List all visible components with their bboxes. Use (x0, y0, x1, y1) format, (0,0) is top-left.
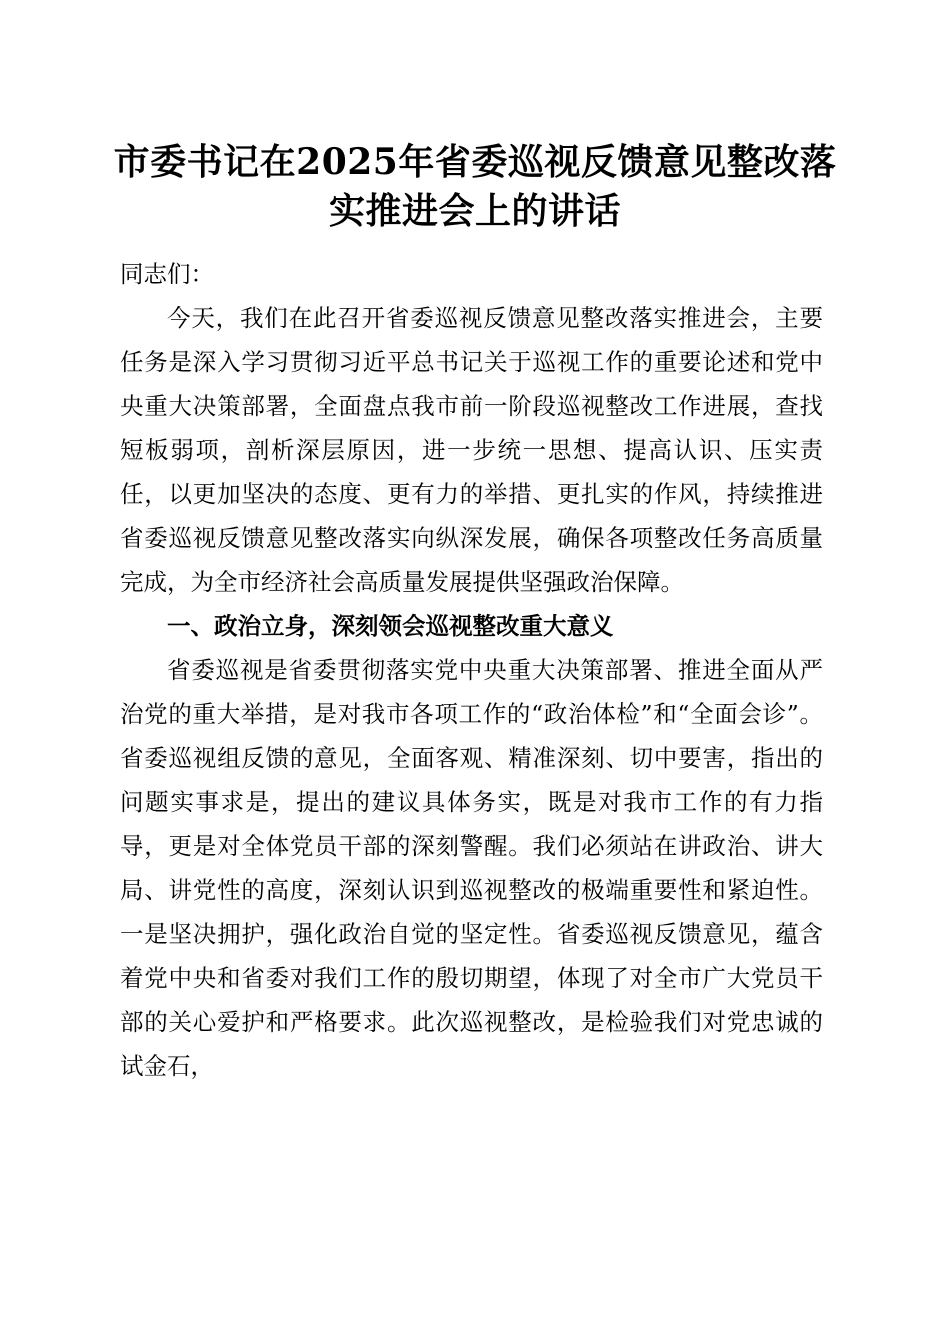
section-heading: 一、政治立身，深刻领会巡视整改重大意义 (167, 612, 614, 640)
salutation: 同志们： (120, 260, 214, 288)
document-body (120, 252, 823, 1088)
opening-paragraph: 今天，我们在此召开省委巡视反馈意见整改落实推进会，主要任务是深入学习贯彻习近平总书记关于巡视工作的重要论述和党中央重大决策部署，全面盘点我市前一阶段巡视整改工作进展，查找短板弱项，剖析深层原因，进一步统一思想、提高认识、压实责任，以更加坚决的态度、更有力的举措、更扎实的作风，持续推进省委巡视反馈意见整改落实向纵深发展，确保各项整改任务高质量完成，为全市经济社会高质量发展提供坚强政治保障。 (120, 304, 823, 596)
document-title: 市委书记在2025年省委巡视反馈意见整改落实推进会上的讲话 (113, 141, 837, 232)
section-paragraph: 省委巡视是省委贯彻落实党中央重大决策部署、推进全面从严治党的重大举措，是对我市各项工作的“政治体检”和“全面会诊”。省委巡视组反馈的意见，全面客观、精准深刻、切中要害，指出的问题实事求是，提出的建议具体务实，既是对我市工作的有力指导，更是对全体党员干部的深刻警醒。我们必须站在讲政治、讲大局、讲党性的高度，深刻认识到巡视整改的极端重要性和紧迫性。一是坚决拥护，强化政治自觉的坚定性。省委巡视反馈意见，蕴含着党中央和省委对我们工作的殷切期望，体现了对全市广大党员干部的关心爱护和严格要求。此次巡视整改，是检验我们对党忠诚的试金石， (120, 656, 823, 1080)
